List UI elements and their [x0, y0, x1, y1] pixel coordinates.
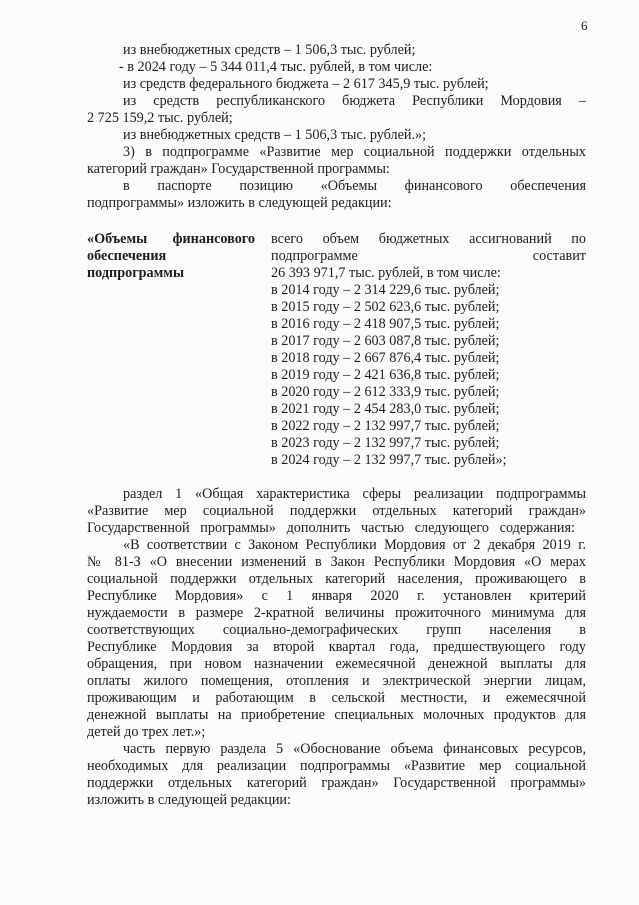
text-line: № 81-З «О внесении изменений в Закон Республики Мордовия «О мерах	[87, 554, 586, 570]
text-line: «В соответствии с Законом Республики Мордовия от 2 декабря 2019 г.	[123, 537, 586, 553]
text-line: из средств федерального бюджета – 2 617 345,9 тыс. рублей;	[123, 76, 489, 92]
text-line: 3) в подпрограмме «Развитие мер социальной поддержки отдельных	[123, 144, 586, 160]
text-line: раздел 1 «Общая характеристика сферы реализации подпрограммы	[123, 486, 586, 502]
passport-line: в 2022 году – 2 132 997,7 тыс. рублей;	[271, 418, 500, 434]
passport-line: в 2016 году – 2 418 907,5 тыс. рублей;	[271, 316, 500, 332]
text-line: соответствующих социально-демографических групп населения в	[87, 622, 586, 638]
text-line: - в 2024 году – 5 344 011,4 тыс. рублей, в том числе:	[119, 59, 433, 75]
passport-line: в 2019 году – 2 421 636,8 тыс. рублей;	[271, 367, 500, 383]
text-line: 2 725 159,2 тыс. рублей;	[87, 110, 233, 126]
text-line: обращения, при новом назначении ежемесячной денежной выплаты для	[87, 656, 586, 672]
passport-line: в 2017 году – 2 603 087,8 тыс. рублей;	[271, 333, 500, 349]
text-line: в паспорте позицию «Объемы финансового обеспечения	[123, 178, 586, 194]
passport-line: всего объем бюджетных ассигнований по	[271, 231, 586, 247]
passport-label: подпрограммы	[87, 265, 185, 281]
text-line: денежной выплаты на приобретение специальных молочных продуктов для	[87, 707, 586, 723]
text-line: подпрограммы» изложить в следующей редакции:	[87, 195, 392, 211]
passport-line: в 2021 году – 2 454 283,0 тыс. рублей;	[271, 401, 500, 417]
text-line: детей до трех лет.»;	[87, 724, 206, 740]
passport-label: обеспечения	[87, 248, 167, 264]
text-line: необходимых для реализации подпрограммы «Развитие мер социальной	[87, 758, 586, 774]
passport-line: в 2023 году – 2 132 997,7 тыс. рублей;	[271, 435, 500, 451]
passport-line: в 2018 году – 2 667 876,4 тыс. рублей;	[271, 350, 500, 366]
text-line: категорий граждан» Государственной программы:	[87, 161, 390, 177]
passport-line: в 2020 году – 2 612 333,9 тыс. рублей;	[271, 384, 500, 400]
passport-line: в 2015 году – 2 502 623,6 тыс. рублей;	[271, 299, 500, 315]
text-line: Республике Мордовия за второй квартал года, предшествующего году	[87, 639, 586, 655]
text-line: Республике Мордовия» с 1 января 2020 г. установлен критерий	[87, 588, 586, 604]
passport-line: подпрограмме составит	[271, 248, 586, 264]
text-line: проживающим и работающим в сельской местности, и ежемесячной	[87, 690, 586, 706]
text-line: оплаты жилого помещения, отопления и электрической энергии лицам,	[87, 673, 586, 689]
text-line: из средств республиканского бюджета Республики Мордовия –	[123, 93, 586, 109]
text-line: часть первую раздела 5 «Обоснование объема финансовых ресурсов,	[123, 741, 586, 757]
passport-line: в 2014 году – 2 314 229,6 тыс. рублей;	[271, 282, 500, 298]
text-line: из внебюджетных средств – 1 506,3 тыс. рублей.»;	[123, 127, 427, 143]
text-line: нуждаемости в размере 2-кратной величины прожиточного минимума для	[87, 605, 586, 621]
text-line: Государственной программы» дополнить частью следующего содержания:	[87, 520, 575, 536]
passport-label: «Объемы финансового	[87, 231, 255, 247]
page-number: 6	[581, 18, 588, 33]
text-line: «Развитие мер социальной поддержки отдельных категорий граждан»	[87, 503, 586, 519]
text-line: поддержки отдельных категорий граждан» Государственной программы»	[87, 775, 586, 791]
text-line: из внебюджетных средств – 1 506,3 тыс. рублей;	[123, 42, 416, 58]
text-line: изложить в следующей редакции:	[87, 792, 291, 808]
passport-line: в 2024 году – 2 132 997,7 тыс. рублей»;	[271, 452, 507, 468]
text-line: социальной поддержки отдельных категорий населения, проживающего в	[87, 571, 586, 587]
passport-line: 26 393 971,7 тыс. рублей, в том числе:	[271, 265, 501, 281]
